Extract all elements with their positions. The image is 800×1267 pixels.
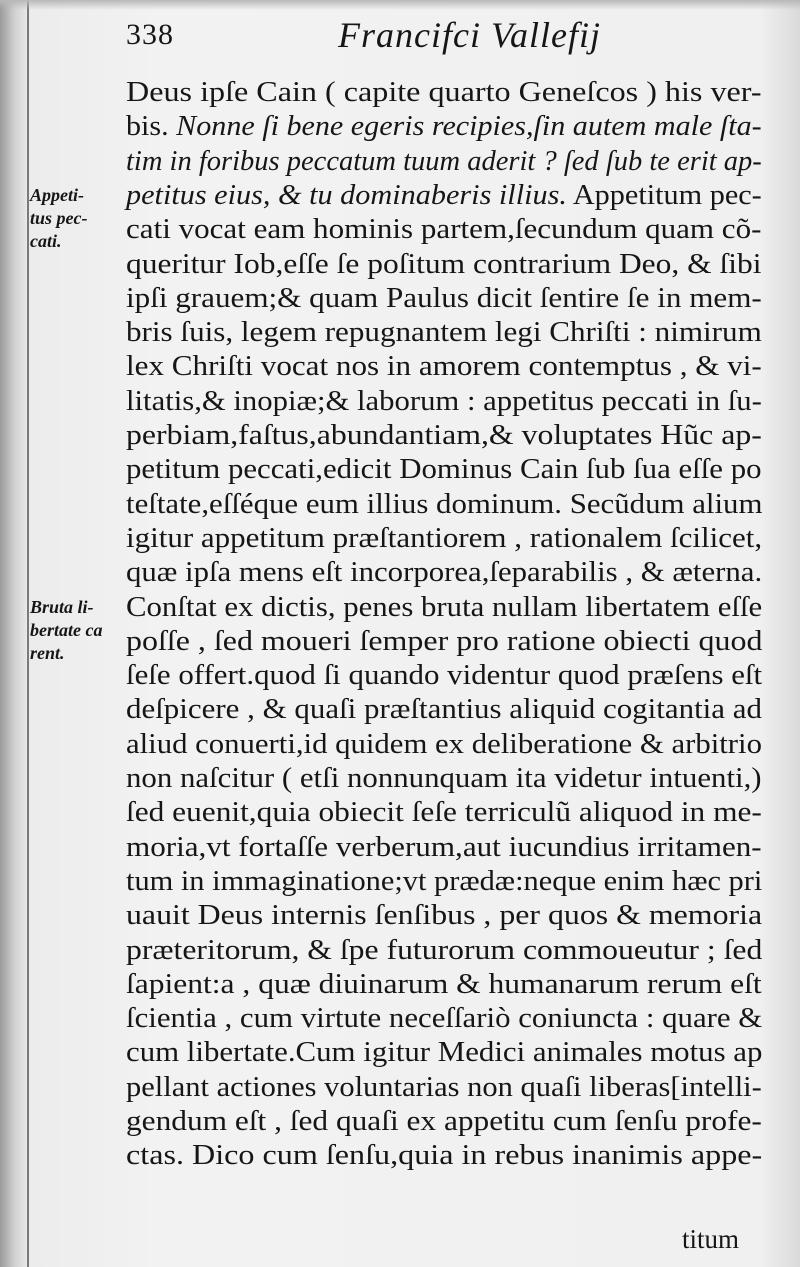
text-line (126, 75, 762, 109)
text-segment: litatis,& inopiæ;& laborum : appetitus peccati in ſu- (126, 384, 762, 417)
body-text (0, 70, 800, 1267)
text-segment: ſeſe offert.quod ſi quando videntur quod præſens eſt (126, 659, 763, 692)
text-line (126, 1070, 762, 1104)
italic-text-segment: Nonne ſi bene egeris recipies,ſin autem male ſta- (176, 110, 762, 143)
text-line (126, 898, 762, 932)
text-line (126, 727, 762, 761)
marginal-note-line: Bruta li- (30, 596, 94, 617)
text-segment: cum libertate.Cum igitur Medici animales motus ap (126, 1036, 763, 1069)
text-segment: bris ſuis, legem repugnantem legi Chriſti : nimirum (126, 316, 762, 349)
italic-text-segment: tim in foribus peccatum tuum aderit ? ſed ſub te erit ap- (126, 144, 762, 177)
text-line (126, 144, 762, 178)
page-header (0, 0, 800, 70)
text-segment: Appetitum pec- (566, 178, 762, 211)
text-line (126, 384, 762, 418)
running-title: Francifci Vallefij (338, 15, 601, 55)
text-segment: ctas. Dico cum ſenſu,quia in rebus inanimis appe- (126, 1139, 763, 1172)
text-line (126, 452, 762, 486)
marginal-note-line: Appeti- (30, 184, 84, 205)
text-line (126, 247, 761, 281)
italic-text-segment: petitus eius, & tu dominaberis illius. (126, 178, 567, 211)
text-line (126, 349, 762, 383)
text-line (126, 692, 762, 726)
text-line (126, 795, 762, 829)
text-line (126, 1035, 762, 1069)
text-segment: Conſtat ex dictis, penes bruta nullam libertatem eſſe (126, 590, 763, 623)
marginal-note-line: rent. (30, 642, 65, 663)
text-line (126, 315, 762, 349)
text-line (126, 967, 762, 1001)
text-line (126, 418, 762, 452)
text-segment: præteritorum, & ſpe futurorum commoueutur ; ſed (126, 933, 763, 966)
text-segment: ſcientia , cum virtute neceſſariò coniuncta : quare & (126, 1002, 763, 1035)
marginal-note (30, 184, 125, 253)
text-line (126, 624, 762, 658)
text-line (126, 761, 762, 795)
text-segment: cati vocat eam hominis partem,ſecundum quam cõ- (126, 213, 762, 246)
text-line (126, 830, 762, 864)
marginal-note-line: tus pec- (30, 207, 88, 228)
marginal-note-line: bertate ca (30, 619, 103, 640)
text-segment: aliud conuerti,id quidem ex deliberatione & arbitrio (126, 727, 762, 760)
text-line (126, 521, 762, 555)
text-segment: ſed euenit,quia obiecit ſeſe terriculũ aliquod in me- (126, 796, 762, 829)
text-line (126, 1104, 762, 1138)
text-segment: gendum eſt , ſed quaſi ex appetitu cum ſenſu profe- (126, 1105, 762, 1137)
text-line (126, 555, 762, 589)
text-segment: deſpicere , & quaſi præſtantius aliquid cogitantia ad (126, 693, 762, 726)
text-line (126, 590, 762, 624)
text-segment: bis. (126, 110, 177, 143)
text-segment: uauit Deus internis ſenſibus , per quos & memoria (126, 899, 763, 932)
text-line (126, 1138, 762, 1172)
text-line (126, 281, 762, 315)
text-segment: moria,vt fortaſſe verberum,aut iucundius irritamen- (126, 830, 762, 863)
marginal-note-line: cati. (30, 230, 62, 251)
text-line (126, 109, 762, 143)
text-segment: poſſe , ſed moueri ſemper pro ratione obiecti quod (126, 624, 763, 657)
catchword: titum (682, 1224, 740, 1254)
text-segment: non naſcitur ( etſi nonnunquam ita videtur intuenti,) (126, 762, 762, 794)
text-line (126, 864, 762, 898)
text-segment: ipſi grauem;& quam Paulus dicit ſentire ſe in mem- (126, 281, 762, 314)
text-segment: pellant actiones voluntarias non quaſi liberas[intelli- (126, 1070, 762, 1103)
text-line (126, 212, 761, 246)
text-line (126, 933, 762, 967)
text-segment: teſtate,eſſéque eum illius dominum. Secũdum alium (126, 487, 763, 520)
text-segment: ſapient:a , quæ diuinarum & humanarum rerum eſt (126, 967, 762, 1000)
text-segment: petitum peccati,edicit Dominus Cain ſub ſua eſſe po (126, 453, 762, 486)
text-segment: lex Chriſti vocat nos in amorem contemptus , & vi- (126, 350, 762, 383)
text-line (126, 178, 762, 212)
text-line (126, 1001, 762, 1035)
text-segment: igitur appetitum præſtantiorem , rationalem ſcilicet, (126, 521, 763, 554)
text-segment: quæ ipſa mens eſt incorporea,ſeparabilis , & æterna. (126, 556, 763, 589)
text-line (126, 487, 762, 521)
text-segment: perbiam,faſtus,abundantiam,& voluptates Hũc ap- (126, 419, 762, 451)
text-segment: tum in immaginatione;vt prædæ:neque enim hæc pri (126, 864, 763, 897)
text-segment: queritur Iob,eſſe ſe poſitum contrarium Deo, & ſibi (126, 247, 762, 280)
page-number: 338 (126, 18, 174, 51)
marginal-note (30, 596, 125, 665)
text-segment: Deus ipſe Cain ( capite quarto Geneſcos ) his ver- (126, 76, 762, 108)
text-line (126, 658, 762, 692)
